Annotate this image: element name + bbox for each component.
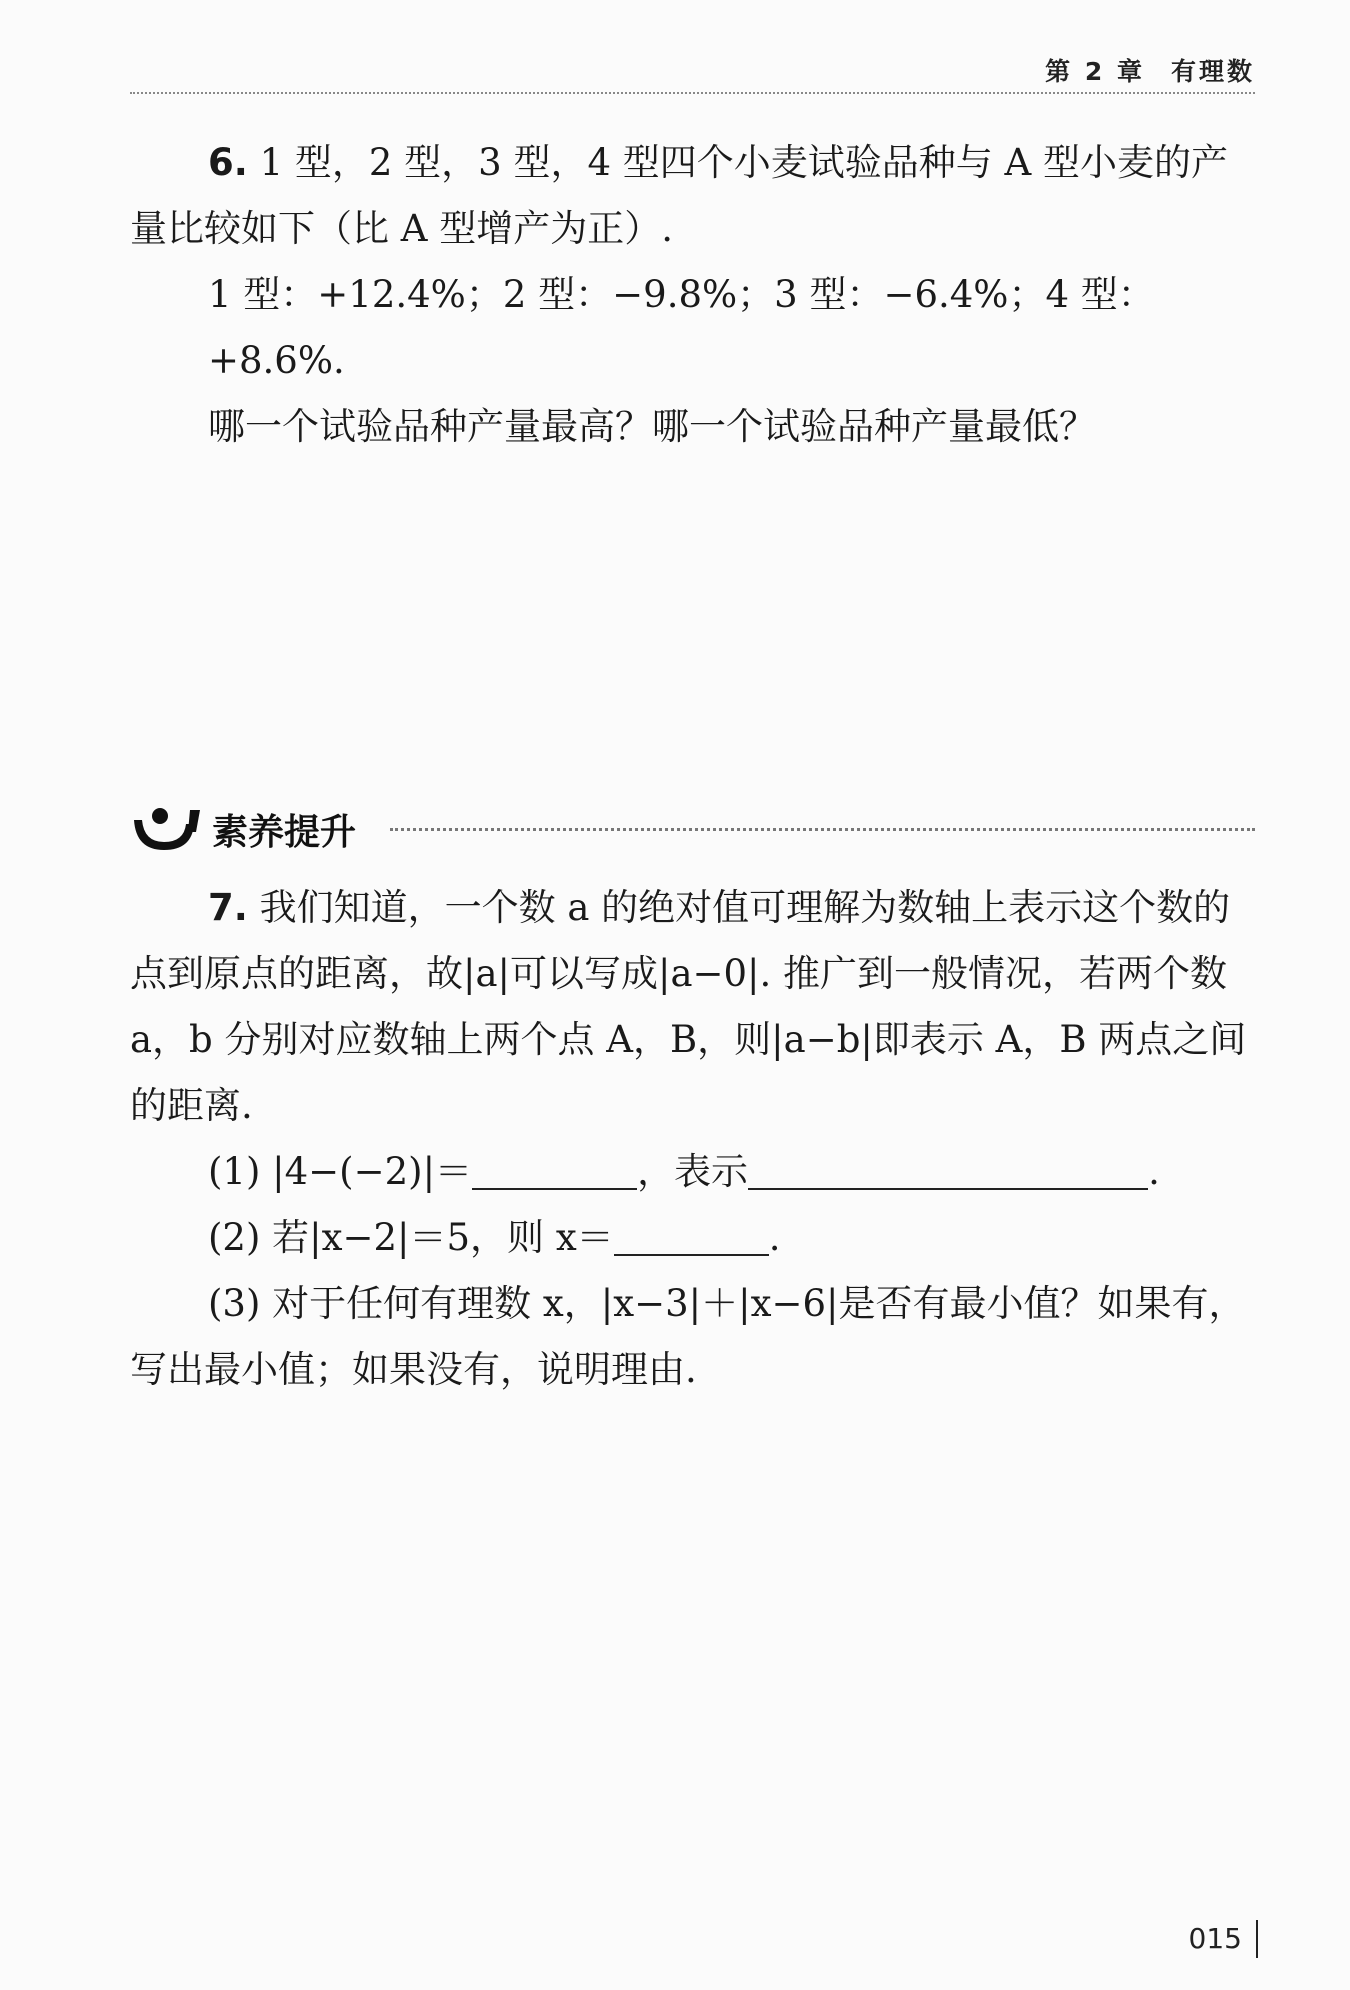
- question-7: [130, 875, 1255, 1403]
- q7-part2-prefix: (2) 若|x−2|＝5，则 x＝: [208, 1216, 614, 1259]
- q7-part1: [130, 1139, 1255, 1205]
- q7-part2: [130, 1205, 1255, 1271]
- section-title: 素养提升: [212, 812, 357, 853]
- q7-part1-end: .: [1148, 1150, 1160, 1193]
- question-6: [130, 130, 1255, 460]
- q7-intro-text: 我们知道，一个数 a 的绝对值可理解为数轴上表示这个数的点到原点的距离，故|a|可以写成|a−0|. 推广到一般情况，若两个数 a，b 分别对应数轴上两个点 A，B，则|a−b|即表示 A，B 两点之间的距离.: [130, 886, 1247, 1127]
- section-header: [130, 800, 1255, 860]
- q6-line1: 1 型，2 型，3 型，4 型四个小麦试验品种与 A 型小麦的产量比较如下（比 A 型增产为正）.: [130, 141, 1229, 250]
- section-logo-icon: [130, 802, 200, 854]
- q7-part3: (3) 对于任何有理数 x，|x−3|＋|x−6|是否有最小值？如果有，写出最小值；如果没有，说明理由.: [130, 1282, 1246, 1391]
- answer-blank-3[interactable]: [614, 1210, 769, 1256]
- q7-number: 7.: [208, 886, 248, 929]
- chapter-title: 有理数: [1170, 57, 1255, 86]
- q6-number: 6.: [208, 141, 248, 184]
- q6-data-line: 1 型：+12.4%；2 型：−9.8%；3 型：−6.4%；4 型：+8.6%.: [208, 273, 1155, 382]
- q7-part1-mid: ，表示: [637, 1150, 749, 1193]
- q6-paragraph: [130, 130, 1255, 262]
- section-divider: [390, 828, 1255, 831]
- q7-intro: [130, 875, 1255, 1139]
- header-text: [1045, 52, 1255, 88]
- answer-blank-2[interactable]: [748, 1144, 1148, 1190]
- page-number: 015: [1189, 1920, 1258, 1958]
- answer-blank-1[interactable]: [472, 1144, 637, 1190]
- q7-part2-end: .: [768, 1216, 781, 1259]
- q6-question-line: 哪一个试验品种产量最高？哪一个试验品种产量最低？: [208, 405, 1096, 448]
- page-header: [130, 52, 1255, 94]
- q7-part1-prefix: (1) |4−(−2)|＝: [208, 1150, 473, 1193]
- chapter-label: 第 2 章: [1045, 57, 1145, 86]
